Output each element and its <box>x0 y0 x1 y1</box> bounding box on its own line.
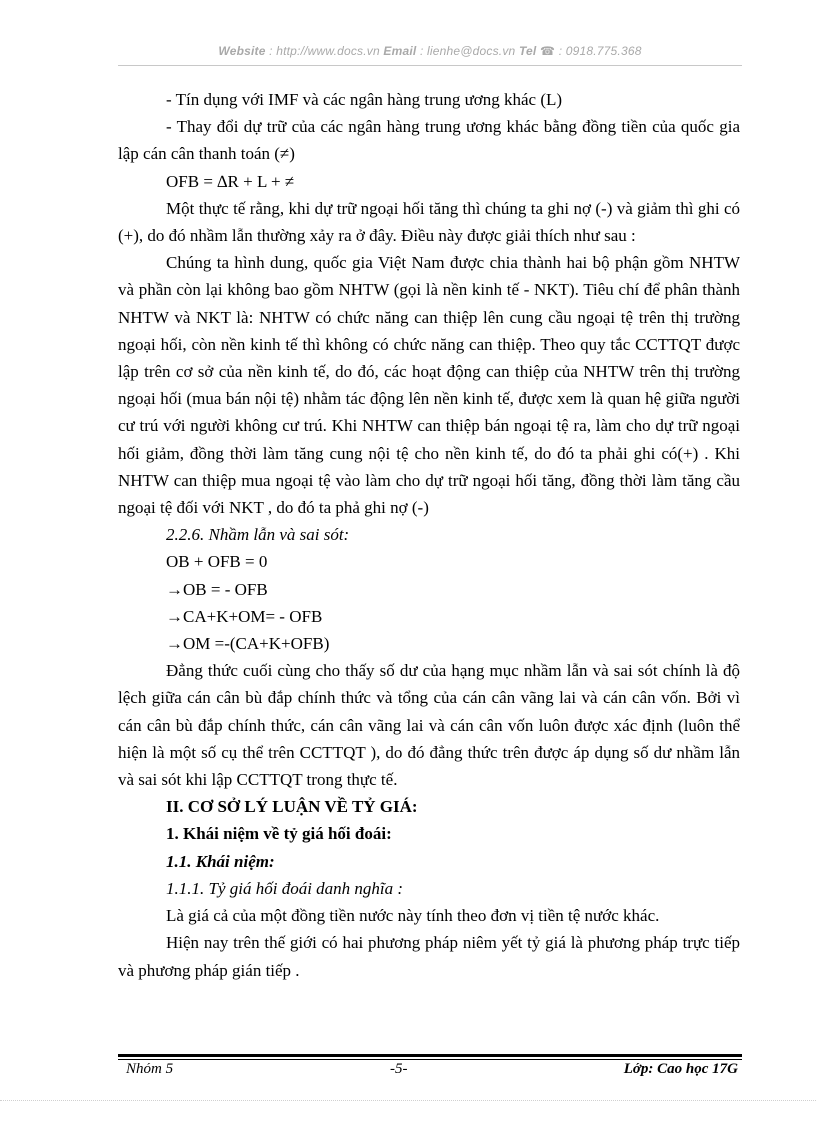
website-value: : http://www.docs.vn <box>269 44 380 58</box>
footer-divider-thick <box>118 1054 742 1057</box>
page-footer <box>120 1063 740 1079</box>
email-label: Email <box>383 44 417 58</box>
paragraph-definition: Là giá cả của một đồng tiền nước này tính theo đơn vị tiền tệ nước khác. <box>166 906 660 926</box>
formula-line-2: →OB = - OFB <box>166 579 268 599</box>
email-value: : lienhe@docs.vn <box>419 44 516 58</box>
chapter-heading: II. CƠ SỞ LÝ LUẬN VỀ TỶ GIÁ: <box>166 797 418 817</box>
tel-value: ☎ : 0918.775.368 <box>540 44 642 58</box>
website-label: Website <box>218 44 266 58</box>
page-bottom-border <box>0 1100 816 1101</box>
subsection-heading-concept: 1.1. Khái niệm: <box>166 851 275 871</box>
formula-ofb: OFB = ∆R + L + ≠ <box>166 171 295 191</box>
formula-line-3: →CA+K+OM= - OFB <box>166 606 323 626</box>
paragraph-errors-explanation: Đẳng thức cuối cùng cho thấy số dư của hạng mục nhầm lẫn và sai sót chính là độ lệch giữa cán cân bù đắp chính thức và tổng của cán cân vãng lai và cán cân vốn. Bởi vì cán cân bù đắp chính thức, cán cân vãng lai và cán cân vốn luôn được xác định (luôn thể hiện là một số cụ thể trên CCTTQT ), do đó đẳng thức trên được áp dụng số dư nhầm lẫn và sai sót khi lập CCTTQT trong thực tế. <box>118 661 740 790</box>
page-number: -5- <box>390 1063 408 1077</box>
page-body <box>118 86 740 984</box>
section-heading-exchange-rate: 1. Khái niệm về tỷ giá hối đoái: <box>166 824 392 844</box>
footer-divider-thin <box>118 1059 742 1060</box>
list-item-reserve-change: - Thay đổi dự trữ của các ngân hàng trung ương khác bằng đồng tiền của quốc gia lập cán cân thanh toán (≠) <box>118 117 740 164</box>
tel-label: Tel <box>518 44 537 58</box>
footer-class: Lớp: Cao học 17G <box>623 1063 738 1077</box>
formula-line-1: OB + OFB = 0 <box>166 552 268 572</box>
list-item-imf-credit: - Tín dụng với IMF và các ngân hàng trung ương khác (L) <box>166 90 563 109</box>
formula-line-4: →OM =-(CA+K+OFB) <box>166 634 330 654</box>
footer-group: Nhóm 5 <box>126 1063 174 1077</box>
section-heading-errors: 2.2.6. Nhầm lẫn và sai sót: <box>166 525 350 545</box>
page-header <box>118 44 742 58</box>
header-divider <box>118 65 742 66</box>
paragraph-reserve-note: Một thực tế rằng, khi dự trữ ngoại hối tăng thì chúng ta ghi nợ (-) và giảm thì ghi có (+), do đó nhầm lẫn thường xảy ra ở đây. Điều này được giải thích như sau : <box>118 198 740 246</box>
paragraph-quotation-methods: Hiện nay trên thế giới có hai phương pháp niêm yết tỷ giá là phương pháp trực tiếp và phương pháp gián tiếp . <box>118 933 740 980</box>
paragraph-nhtw-explanation: Chúng ta hình dung, quốc gia Việt Nam được chia thành hai bộ phận gồm NHTW và phần còn lại không bao gồm NHTW (gọi là nền kinh tế - NKT). Tiêu chí để phân thành NHTW và NKT là: NHTW có chức năng can thiệp lên cung cầu ngoại tệ trên thị trường ngoại hối, còn nền kinh tế thì không có chức năng can thiệp. Theo quy tắc CCTTQT được lập trên cơ sở của nền kinh tế, do đó, các hoạt động can thiệp của NHTW trên thị trường ngoại hối (mua bán nội tệ) nhằm tác động lên nền kinh tế, được xem là quan hệ giữa người cư trú với người không cư trú. Khi NHTW can thiệp bán ngoại tệ ra, làm cho dự trữ ngoại hối giảm, đồng thời làm tăng cung nội tệ cho nền kinh tế, do đó ta phải ghi có(+) . Khi NHTW can thiệp mua ngoại tệ vào làm cho dự trữ ngoại hối tăng, đồng thời làm tăng cầu ngoại tệ đối với NKT , do đó ta phả ghi nợ (-) <box>118 253 740 518</box>
subsubsection-heading-nominal: 1.1.1. Tỷ giá hối đoái danh nghĩa : <box>166 878 404 898</box>
